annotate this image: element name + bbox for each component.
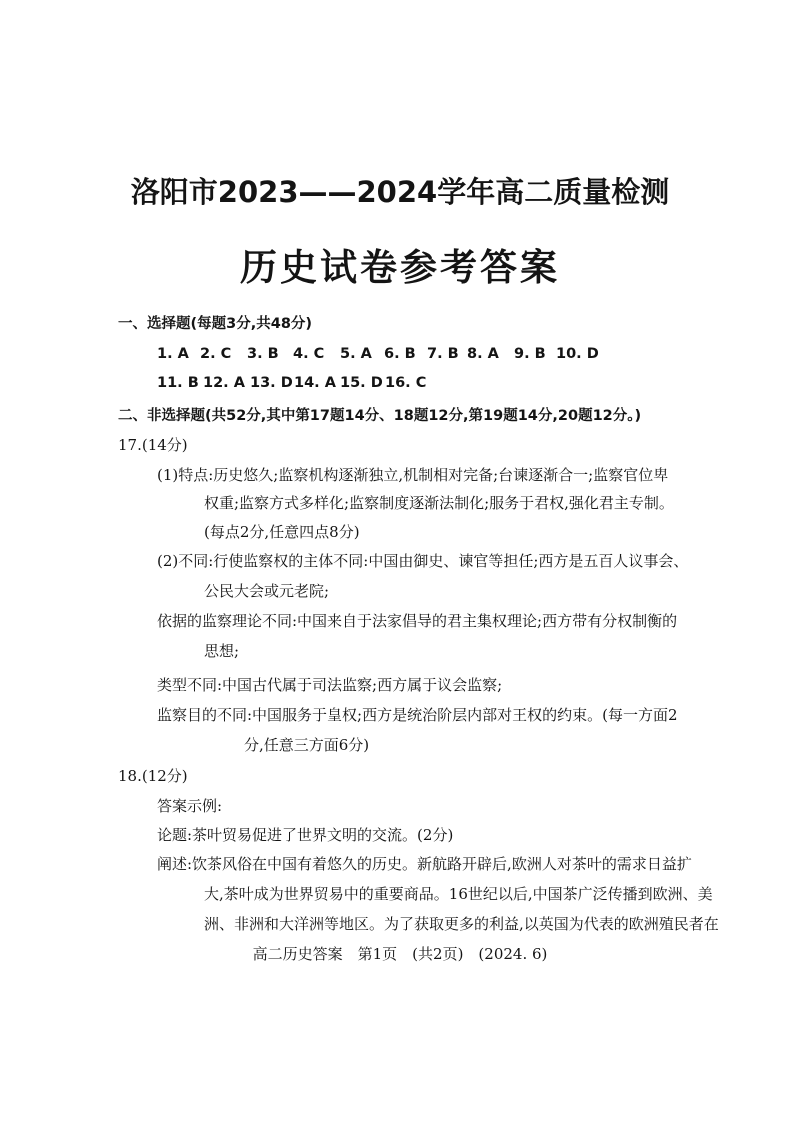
answer-item: 3. B — [247, 346, 279, 362]
answers-row-2 — [0, 375, 800, 395]
q18-explanation-line3: 洲、非洲和大洋洲等地区。为了获取更多的利益,以英国为代表的欧洲殖民者在 — [204, 915, 719, 933]
q17-part1-line2: 权重;监察方式多样化;监察制度逐渐法制化;服务于君权,强化君主专制。 — [204, 494, 674, 512]
q17-part3-line2: 思想; — [204, 642, 240, 660]
q17-part1-line3: (每点2分,任意四点8分) — [204, 523, 360, 541]
q17-part5-line2: 分,任意三方面6分) — [244, 736, 370, 754]
answer-item: 10. D — [556, 346, 599, 362]
page-subtitle: 历史试卷参考答案 — [240, 245, 560, 289]
answers-row-1 — [0, 346, 800, 366]
q17-part2-line2: 公民大会或元老院; — [204, 582, 330, 600]
page-footer: 高二历史答案 第1页 (共2页) (2024. 6) — [252, 945, 548, 963]
answer-item: 6. B — [384, 346, 416, 362]
answer-item: 11. B — [157, 375, 199, 391]
answer-item: 8. A — [467, 346, 499, 362]
answer-item: 5. A — [340, 346, 372, 362]
answer-item: 14. A — [294, 375, 336, 391]
page-title: 洛阳市2023——2024学年高二质量检测 — [130, 175, 670, 209]
q18-thesis: 论题:茶叶贸易促进了世界文明的交流。(2分) — [157, 826, 454, 844]
q17-label: 17.(14分) — [118, 436, 188, 454]
q18-example-label: 答案示例: — [157, 797, 223, 815]
answer-item: 16. C — [385, 375, 427, 391]
answer-item: 7. B — [427, 346, 459, 362]
section1-heading: 一、选择题(每题3分,共48分) — [118, 316, 313, 332]
answer-item: 4. C — [293, 346, 325, 362]
answer-item: 13. D — [250, 375, 293, 391]
q17-part1-line1: (1)特点:历史悠久;监察机构逐渐独立,机制相对完备;台谏逐渐合一;监察官位卑 — [157, 466, 669, 484]
q17-part2-line1: (2)不同:行使监察权的主体不同:中国由御史、谏官等担任;西方是五百人议事会、 — [157, 552, 689, 570]
q17-part3-line1: 依据的监察理论不同:中国来自于法家倡导的君主集权理论;西方带有分权制衡的 — [157, 612, 678, 630]
answer-item: 12. A — [203, 375, 245, 391]
answer-item: 1. A — [157, 346, 189, 362]
answer-item: 9. B — [514, 346, 546, 362]
q18-explanation-line2: 大,茶叶成为世界贸易中的重要商品。16世纪以后,中国茶广泛传播到欧洲、美 — [204, 885, 713, 903]
q18-label: 18.(12分) — [118, 767, 188, 785]
q18-explanation-line1: 阐述:饮茶风俗在中国有着悠久的历史。新航路开辟后,欧洲人对茶叶的需求日益扩 — [157, 855, 692, 873]
q17-part4-line1: 类型不同:中国古代属于司法监察;西方属于议会监察; — [157, 676, 503, 694]
answer-item: 15. D — [340, 375, 383, 391]
q17-part5-line1: 监察目的不同:中国服务于皇权;西方是统治阶层内部对王权的约束。(每一方面2 — [157, 706, 678, 724]
section2-heading: 二、非选择题(共52分,其中第17题14分、18题12分,第19题14分,20题12分。) — [118, 408, 642, 424]
answer-item: 2. C — [200, 346, 232, 362]
